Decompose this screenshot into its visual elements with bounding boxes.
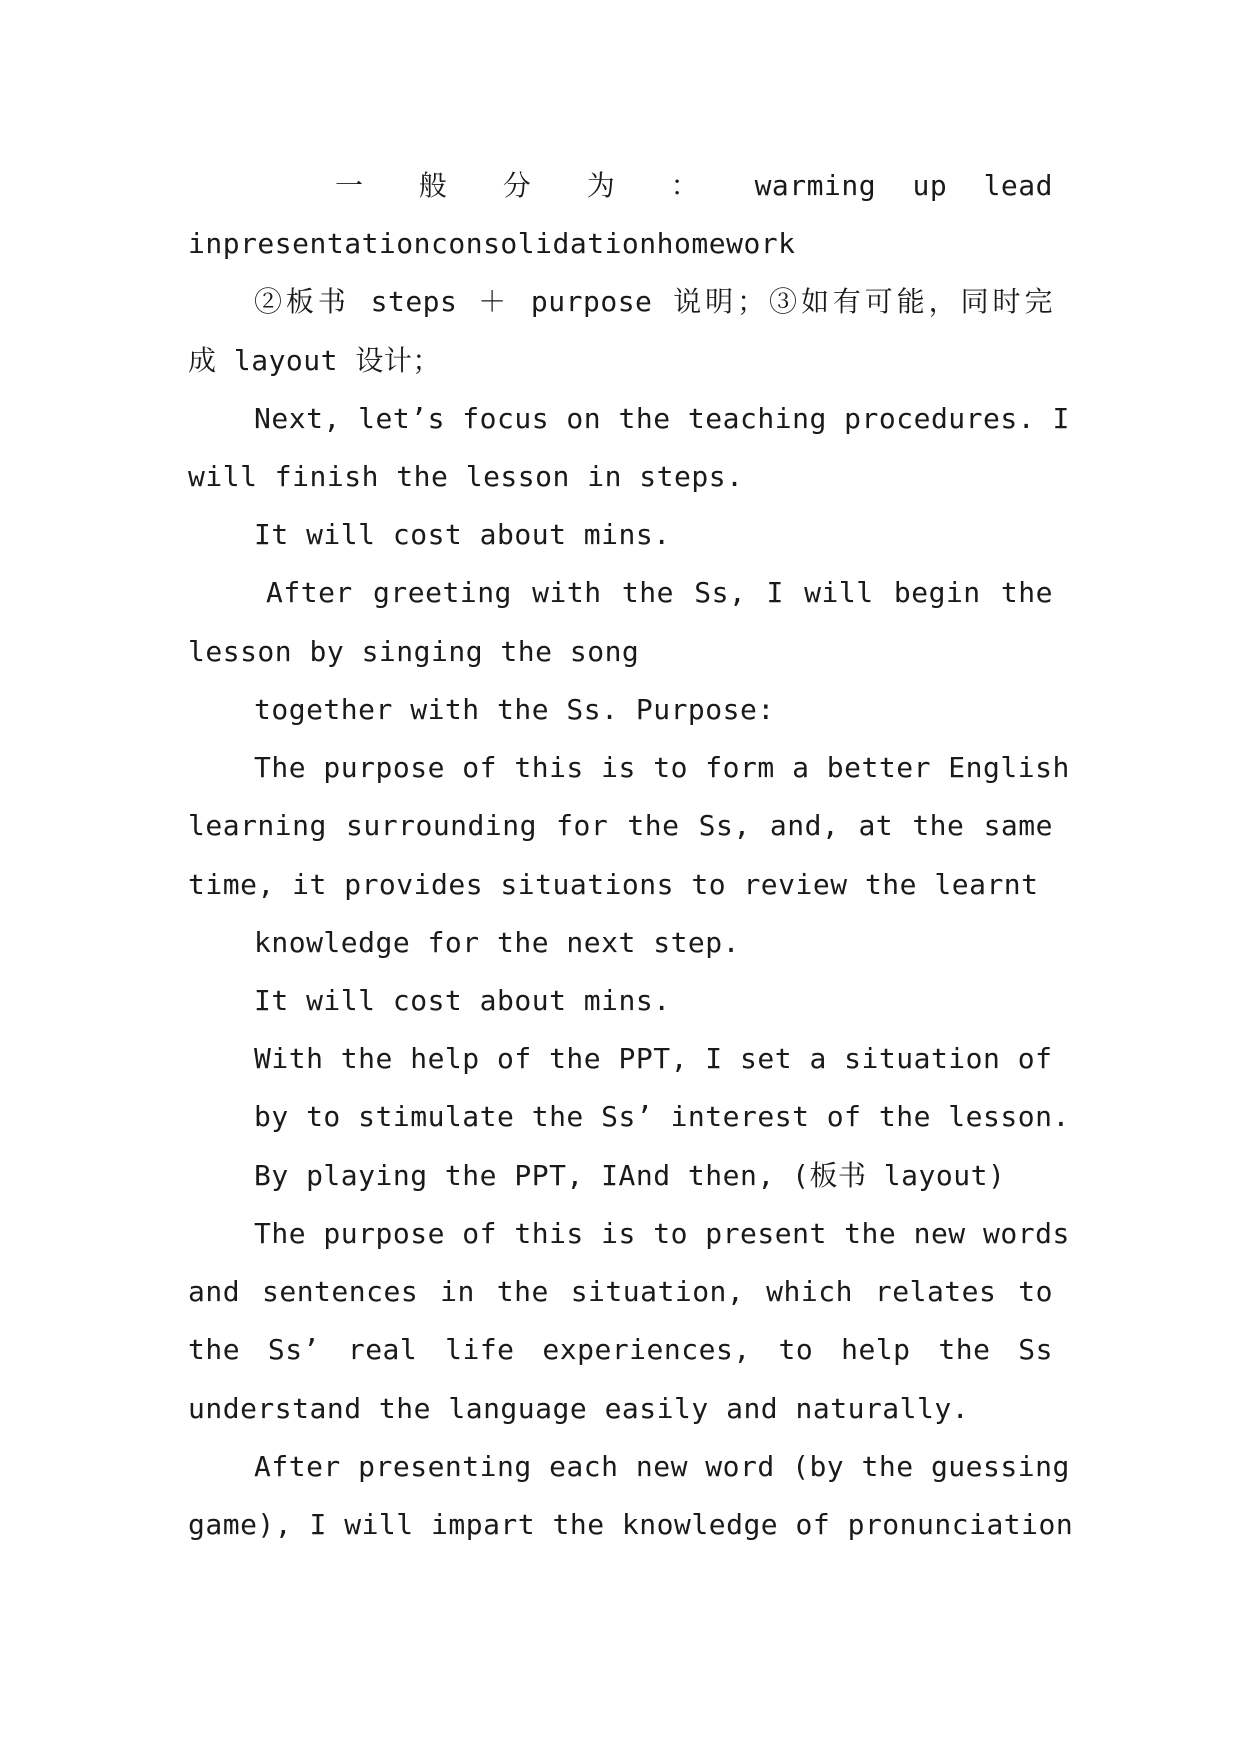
text-line: knowledge for the next step. (254, 926, 741, 959)
text-line: 一 般 分 为 ： warming up lead (335, 169, 1053, 202)
text-line: the Ss’ real life experiences, to help the Ss (188, 1333, 1053, 1366)
text-line: With the help of the PPT, I set a situation of (254, 1042, 1053, 1075)
text-line: ②板书 steps ＋ purpose 说明；③如有可能，同时完 (254, 285, 1053, 318)
text-line: By playing the PPT, IAnd then, (板书 layout) (254, 1159, 1006, 1192)
text-line: game), I will impart the knowledge of pronunciation (188, 1508, 1074, 1541)
text-line: The purpose of this is to present the new words (254, 1217, 1070, 1250)
text-line: lesson by singing the song (188, 635, 640, 668)
text-line: and sentences in the situation, which relates to (188, 1275, 1053, 1308)
text-line: Next, let’s focus on the teaching procedures. I (254, 402, 1070, 435)
text-line: The purpose of this is to form a better English (254, 751, 1070, 784)
text-line: inpresentationconsolidationhomework (188, 227, 796, 260)
text-line: time, it provides situations to review the learnt (188, 868, 1039, 901)
text-line: It will cost about mins. (254, 984, 671, 1017)
text-line: together with the Ss. Purpose: (254, 693, 775, 726)
text-line: 成 layout 设计； (188, 344, 441, 377)
text-line: by to stimulate the Ss’ interest of the lesson. (254, 1100, 1070, 1133)
text-line: understand the language easily and naturally. (188, 1392, 970, 1425)
text-line: After greeting with the Ss, I will begin the (266, 576, 1053, 609)
text-line: learning surrounding for the Ss, and, at the same (188, 809, 1053, 842)
text-line: After presenting each new word (by the guessing (254, 1450, 1070, 1483)
text-line: will finish the lesson in steps. (188, 460, 744, 493)
text-line: It will cost about mins. (254, 518, 671, 551)
